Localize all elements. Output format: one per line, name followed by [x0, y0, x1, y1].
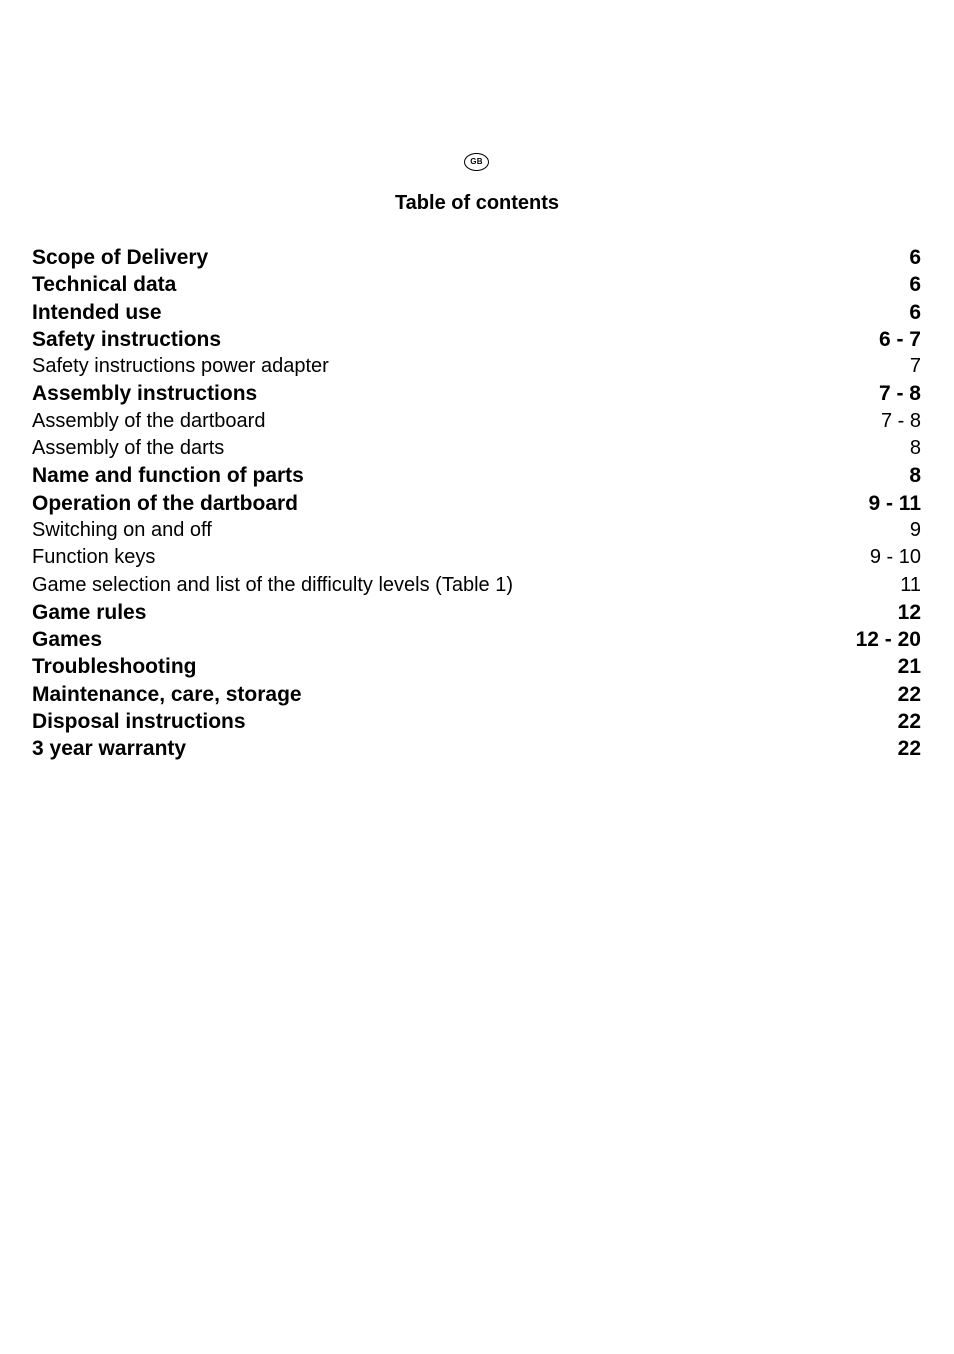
toc-entry[interactable]: [32, 435, 921, 462]
toc-entry[interactable]: [32, 653, 921, 680]
toc-entry-page: 9 - 11: [868, 491, 921, 515]
toc-entry-page: 7: [909, 355, 921, 378]
toc-entry-label: Safety instructions power adapter: [32, 355, 329, 378]
toc-entry-page: 6: [909, 273, 921, 297]
toc-entry-label: Intended use: [32, 300, 162, 324]
toc-entry-label: Name and function of parts: [32, 464, 304, 488]
toc-entry[interactable]: [32, 708, 921, 735]
toc-entry-label: Game rules: [32, 600, 147, 624]
toc-entry-label: 3 year warranty: [32, 737, 187, 761]
toc-entry[interactable]: [32, 326, 921, 353]
toc-entry[interactable]: [32, 462, 921, 489]
toc-entry-label: Technical data: [32, 273, 177, 297]
toc-entry[interactable]: [32, 735, 921, 762]
toc-entry-label: Maintenance, care, storage: [32, 682, 302, 706]
toc-entry-label: Safety instructions: [32, 327, 222, 351]
toc-entry-label: Scope of Delivery: [32, 246, 209, 269]
toc-entry-page: 6: [909, 246, 921, 269]
toc-entry-page: 21: [897, 655, 921, 679]
page-title: Table of contents: [394, 192, 560, 214]
toc-entry[interactable]: [32, 244, 921, 271]
toc-entry[interactable]: [32, 572, 921, 599]
toc-entry-label: Function keys: [32, 546, 156, 569]
toc-entry-label: Assembly of the dartboard: [32, 409, 266, 432]
toc-entry[interactable]: [32, 681, 921, 708]
toc-entry-page: 7 - 8: [880, 409, 921, 432]
toc-entry-label: Disposal instructions: [32, 710, 246, 734]
toc-entry-label: Assembly of the darts: [32, 437, 225, 460]
toc-entry-page: 12: [897, 600, 921, 624]
toc-entry[interactable]: [32, 490, 921, 517]
toc-entry-label: Operation of the dartboard: [32, 491, 299, 515]
toc-entry[interactable]: [32, 299, 921, 326]
toc-entry[interactable]: [32, 626, 921, 653]
toc-entry-page: 7 - 8: [878, 382, 921, 406]
toc-entry-label: Games: [32, 628, 103, 652]
toc-entry-page: 8: [909, 464, 921, 488]
toc-entry-page: 9 - 10: [869, 546, 921, 569]
toc-entry[interactable]: [32, 544, 921, 571]
toc-entry-page: 9: [909, 518, 921, 541]
toc-entry-label: Troubleshooting: [32, 655, 197, 679]
toc-entry-page: 22: [897, 710, 921, 734]
toc-entry[interactable]: [32, 353, 921, 380]
toc-entry-label: Game selection and list of the difficulty levels (Table 1): [32, 573, 513, 596]
toc-entry-page: 12 - 20: [855, 628, 921, 652]
toc-entry[interactable]: [32, 380, 921, 407]
language-badge: GB: [464, 153, 489, 171]
toc-entry-page: 22: [897, 682, 921, 706]
toc-entry-label: Switching on and off: [32, 518, 212, 541]
toc-entry-page: 22: [897, 737, 921, 761]
toc-entry-page: 11: [900, 573, 921, 596]
toc-entry[interactable]: [32, 408, 921, 435]
toc-entry[interactable]: [32, 517, 921, 544]
toc-entry-page: 8: [909, 437, 921, 460]
toc-entry-page: 6 - 7: [878, 327, 921, 351]
toc-entry[interactable]: [32, 271, 921, 298]
table-of-contents: [32, 244, 921, 763]
toc-entry-label: Assembly instructions: [32, 382, 258, 406]
toc-entry-page: 6: [909, 300, 921, 324]
toc-entry[interactable]: [32, 599, 921, 626]
